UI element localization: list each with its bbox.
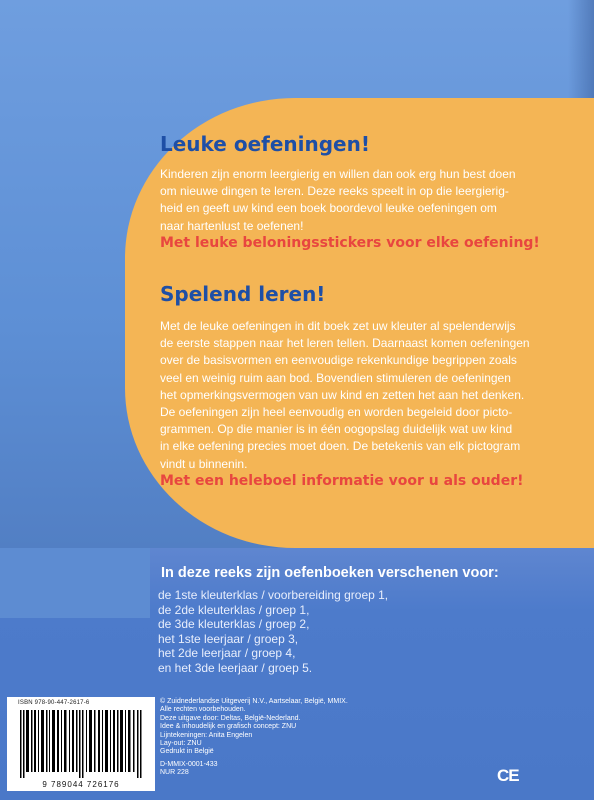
series-item: het 1ste leerjaar / groep 3, <box>158 631 299 646</box>
barcode-icon <box>20 710 142 778</box>
credit-line: D-MMIX-0001-433 <box>160 760 218 768</box>
section1-text <box>160 166 516 235</box>
ce-mark: CE <box>497 766 519 785</box>
section2-highlight: Met een heleboel informatie voor u als ouder! <box>160 473 524 489</box>
isbn-text: ISBN 978-90-447-2617-6 <box>18 700 90 706</box>
series-title: In deze reeks zijn oefenboeken verschenen voor: <box>161 565 499 581</box>
section2-line: de eerste stappen naar het leren tellen. Daarnaast komen oefeningen <box>160 336 530 351</box>
credit-line: © Zuidnederlandse Uitgeverij N.V., Aartselaar, België, MMIX. <box>160 698 348 705</box>
credit-line: NUR 228 <box>160 769 189 777</box>
section2-line: grammen. Op die manier is in één oogopslag duidelijk wat uw kind <box>160 422 513 437</box>
section1-line: om nieuwe dingen te leren. Deze reeks speelt in op die leergierig- <box>160 184 509 199</box>
section2-line: het opmerkingsvermogen van uw kind en zetten het aan het denken. <box>160 387 525 402</box>
credits-list <box>160 698 348 778</box>
section2-line: De oefeningen zijn heel eenvoudig en worden begeleid door picto- <box>160 405 513 420</box>
credit-line: Deze uitgave door: Deltas, België-Nederland. <box>160 714 301 722</box>
series-item: het 2de leerjaar / groep 4, <box>158 646 296 660</box>
section2-title: Spelend leren! <box>160 282 326 306</box>
section2-line: veel en weinig ruim aan bod. Bovendien stimuleren de oefeningen <box>160 370 511 385</box>
series-item: de 2de kleuterklas / groep 1, <box>158 602 310 617</box>
section1-title: Leuke oefeningen! <box>160 132 370 156</box>
left-blue-block <box>0 548 150 618</box>
credit-line: Idee & inhoudelijk en grafisch concept: ZNU <box>160 723 297 731</box>
section2-line: vindt u binnenin. <box>160 456 248 471</box>
series-item: de 1ste kleuterklas / voorbereiding groep 1, <box>158 588 389 602</box>
section2-line: Met de leuke oefeningen in dit boek zet uw kleuter al spelenderwijs <box>160 319 516 333</box>
credit-line: Alle rechten voorbehouden. <box>160 706 246 714</box>
section1-line: naar hartenlust te oefenen! <box>160 218 304 233</box>
credit-line: Lijntekeningen: Anita Engelen <box>160 731 253 739</box>
barcode-number: 9 789044 726176 <box>42 780 120 789</box>
section2-line: in elke oefening precies moet doen. De betekenis van elk pictogram <box>160 439 521 454</box>
series-item: en het 3de leerjaar / groep 5. <box>158 660 313 675</box>
section2-text <box>160 318 530 473</box>
section1-line: Kinderen zijn enorm leergierig en willen dan ook erg hun best doen <box>160 167 516 181</box>
series-item: de 3de kleuterklas / groep 2, <box>158 617 310 631</box>
credit-line: Lay-out: ZNU <box>160 740 202 748</box>
section2-line: over de basisvormen en eenvoudige rekenkundige begrippen zoals <box>160 353 517 368</box>
section1-line: heid en geeft uw kind een boek boordevol leuke oefeningen om <box>160 201 497 216</box>
series-list <box>158 588 388 675</box>
section1-highlight: Met leuke beloningsstickers voor elke oefening! <box>160 235 540 251</box>
credit-line: Gedrukt in België <box>160 748 214 756</box>
